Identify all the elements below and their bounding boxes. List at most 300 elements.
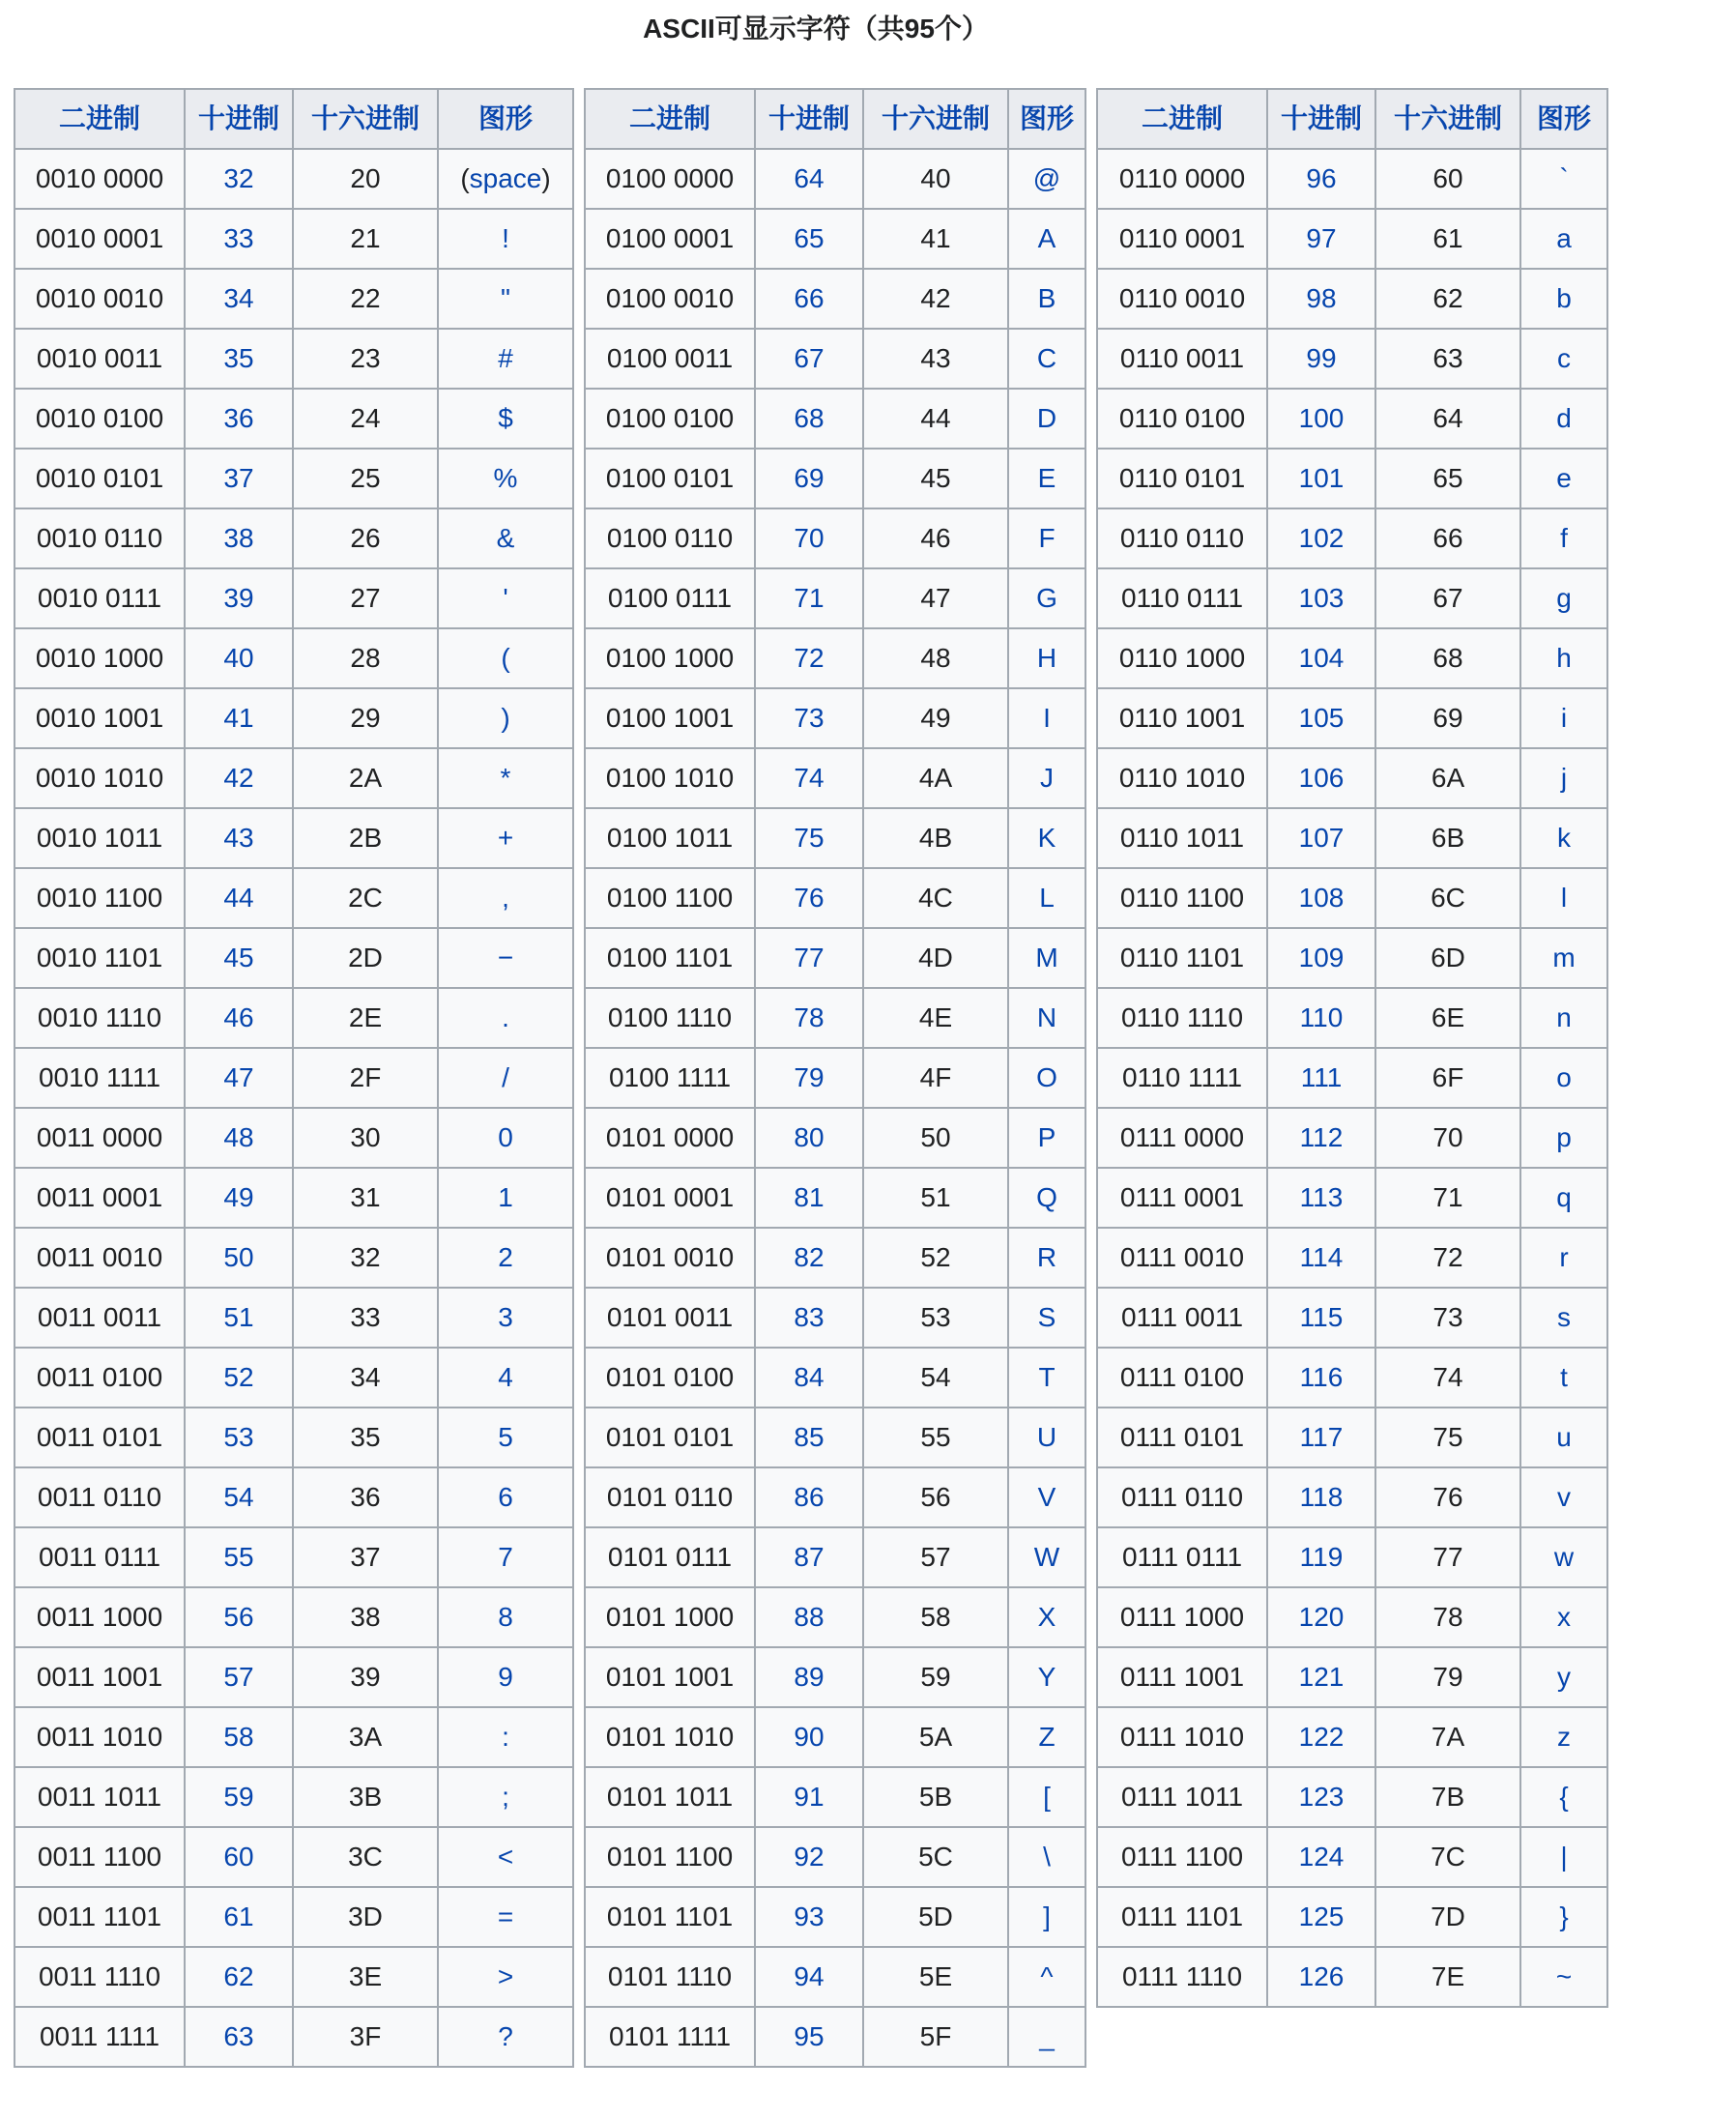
glyph-link[interactable]: d — [1556, 403, 1572, 433]
decimal-link[interactable]: 125 — [1298, 1901, 1345, 1931]
cell-decimal — [755, 688, 863, 748]
col-header-binary[interactable] — [14, 89, 185, 149]
table-row — [14, 269, 573, 329]
glyph-link[interactable]: m — [1552, 943, 1576, 972]
glyph-link[interactable]: ~ — [1555, 1961, 1573, 1991]
glyph-link[interactable]: L — [1039, 883, 1055, 913]
decimal-link[interactable]: 98 — [1306, 283, 1337, 313]
cell-binary: 0101 1010 — [585, 1707, 755, 1767]
glyph-link[interactable]: P — [1037, 1122, 1056, 1152]
cell-decimal — [1267, 209, 1375, 269]
glyph-link[interactable]: 7 — [498, 1542, 513, 1572]
glyph-link[interactable]: G — [1036, 583, 1057, 613]
decimal-link[interactable]: 42 — [223, 763, 254, 793]
glyph-link[interactable]: < — [497, 1842, 514, 1872]
decimal-link[interactable]: 33 — [223, 223, 254, 253]
decimal-link[interactable]: 35 — [223, 343, 254, 373]
cell-hex: 3F — [293, 2007, 438, 2067]
cell-glyph — [438, 1408, 573, 1467]
glyph-link[interactable]: ! — [502, 223, 509, 253]
binary-header-link[interactable]: 二进制 — [628, 103, 710, 133]
cell-binary: 0101 1000 — [585, 1587, 755, 1647]
glyph-link[interactable]: E — [1037, 463, 1056, 493]
cell-glyph — [1520, 1168, 1607, 1228]
glyph-link[interactable]: B — [1037, 283, 1056, 313]
decimal-link[interactable]: 94 — [794, 1961, 825, 1991]
cell-glyph — [438, 808, 573, 868]
decimal-link[interactable]: 108 — [1298, 883, 1345, 913]
decimal-link[interactable]: 54 — [223, 1482, 254, 1512]
col-header-decimal[interactable] — [1267, 89, 1375, 149]
cell-glyph — [1008, 1647, 1085, 1707]
glyph-link[interactable]: V — [1037, 1482, 1056, 1512]
decimal-link[interactable]: 126 — [1298, 1961, 1345, 1991]
glyph-link[interactable]: D — [1036, 403, 1057, 433]
glyph-link[interactable]: M — [1035, 943, 1058, 972]
col-header-glyph[interactable] — [438, 89, 573, 149]
decimal-link[interactable]: 38 — [223, 523, 254, 553]
decimal-link[interactable]: 37 — [223, 463, 254, 493]
decimal-link[interactable]: 79 — [794, 1062, 825, 1092]
cell-glyph — [1520, 628, 1607, 688]
cell-decimal — [755, 868, 863, 928]
decimal-link[interactable]: 81 — [794, 1182, 825, 1212]
decimal-link[interactable]: 117 — [1299, 1422, 1344, 1452]
decimal-link[interactable]: 89 — [794, 1662, 825, 1692]
glyph-link[interactable]: 3 — [498, 1302, 513, 1332]
glyph-link[interactable]: y — [1557, 1662, 1571, 1692]
glyph-link[interactable]: # — [498, 343, 513, 373]
glyph-link[interactable]: 8 — [498, 1602, 513, 1632]
decimal-link[interactable]: 57 — [223, 1662, 254, 1692]
decimal-link[interactable]: 61 — [223, 1901, 254, 1931]
glyph-link[interactable]: R — [1036, 1242, 1057, 1272]
glyph-link[interactable]: 1 — [498, 1182, 513, 1212]
decimal-link[interactable]: 44 — [223, 883, 254, 913]
decimal-link[interactable]: 72 — [794, 643, 825, 673]
decimal-link[interactable]: 67 — [794, 343, 825, 373]
decimal-link[interactable]: 118 — [1299, 1482, 1344, 1512]
glyph-link[interactable]: 9 — [498, 1662, 513, 1692]
cell-binary: 0010 1011 — [14, 808, 185, 868]
col-header-glyph[interactable] — [1520, 89, 1607, 149]
glyph-link[interactable]: [ — [1043, 1782, 1051, 1812]
binary-header-link[interactable]: 二进制 — [58, 103, 140, 133]
decimal-link[interactable]: 46 — [223, 1002, 254, 1032]
table-row — [14, 1408, 573, 1467]
decimal-link[interactable]: 99 — [1306, 343, 1337, 373]
decimal-link[interactable]: 60 — [223, 1842, 254, 1872]
decimal-link[interactable]: 87 — [794, 1542, 825, 1572]
glyph-link[interactable]: space — [469, 163, 542, 193]
decimal-link[interactable]: 103 — [1298, 583, 1345, 613]
cell-binary: 0101 1110 — [585, 1947, 755, 2007]
col-header-binary[interactable] — [585, 89, 755, 149]
col-header-hex[interactable] — [1375, 89, 1520, 149]
decimal-link[interactable]: 49 — [223, 1182, 254, 1212]
cell-glyph — [1008, 1048, 1085, 1108]
cell-hex: 30 — [293, 1108, 438, 1168]
glyph-link[interactable]: = — [497, 1901, 514, 1931]
decimal-link[interactable]: 50 — [223, 1242, 254, 1272]
glyph-link[interactable]: / — [502, 1062, 509, 1092]
cell-hex: 48 — [863, 628, 1008, 688]
glyph-link[interactable]: 0 — [498, 1122, 513, 1152]
glyph-header-link[interactable]: 图形 — [1536, 103, 1591, 133]
glyph-link[interactable]: s — [1557, 1302, 1571, 1332]
decimal-link[interactable]: 120 — [1298, 1602, 1345, 1632]
glyph-link[interactable]: p — [1556, 1122, 1572, 1152]
cell-glyph — [1520, 748, 1607, 808]
decimal-link[interactable]: 109 — [1298, 943, 1345, 972]
glyph-link[interactable]: n — [1556, 1002, 1572, 1032]
table-row — [14, 2007, 573, 2067]
decimal-link[interactable]: 84 — [794, 1362, 825, 1392]
glyph-link[interactable]: _ — [1039, 2021, 1055, 2051]
cell-decimal — [755, 1348, 863, 1408]
cell-binary: 0011 0000 — [14, 1108, 185, 1168]
cell-glyph — [1008, 1467, 1085, 1527]
cell-decimal — [1267, 1108, 1375, 1168]
decimal-link[interactable]: 114 — [1299, 1242, 1344, 1272]
decimal-link[interactable]: 39 — [223, 583, 254, 613]
cell-binary: 0101 0011 — [585, 1288, 755, 1348]
cell-binary: 0110 1101 — [1097, 928, 1267, 988]
cell-binary: 0100 1011 — [585, 808, 755, 868]
decimal-link[interactable]: 92 — [794, 1842, 825, 1872]
glyph-link[interactable]: S — [1037, 1302, 1056, 1332]
glyph-link[interactable]: , — [502, 883, 509, 913]
decimal-link[interactable]: 47 — [223, 1062, 254, 1092]
decimal-header-link[interactable]: 十进制 — [1280, 103, 1362, 133]
decimal-link[interactable]: 106 — [1298, 763, 1345, 793]
decimal-link[interactable]: 97 — [1306, 223, 1337, 253]
decimal-link[interactable]: 90 — [794, 1722, 825, 1752]
glyph-link[interactable]: ` — [1559, 163, 1569, 193]
decimal-link[interactable]: 82 — [794, 1242, 825, 1272]
glyph-link[interactable]: I — [1043, 703, 1051, 733]
decimal-link[interactable]: 34 — [223, 283, 254, 313]
cell-glyph — [438, 568, 573, 628]
cell-glyph — [438, 1348, 573, 1408]
decimal-link[interactable]: 55 — [223, 1542, 254, 1572]
glyph-link[interactable]: a — [1556, 223, 1572, 253]
glyph-link[interactable]: h — [1556, 643, 1572, 673]
glyph-link[interactable]: ( — [501, 643, 510, 673]
table-row — [1097, 1827, 1607, 1887]
cell-decimal — [755, 2007, 863, 2067]
glyph-link[interactable]: ] — [1043, 1901, 1051, 1931]
glyph-link[interactable]: e — [1556, 463, 1572, 493]
hex-header-link[interactable]: 十六进制 — [310, 103, 420, 133]
decimal-link[interactable]: 123 — [1298, 1782, 1345, 1812]
cell-glyph — [1520, 1647, 1607, 1707]
cell-binary: 0111 1100 — [1097, 1827, 1267, 1887]
decimal-link[interactable]: 83 — [794, 1302, 825, 1332]
decimal-link[interactable]: 32 — [223, 163, 254, 193]
glyph-link[interactable]: Z — [1038, 1722, 1056, 1752]
glyph-link[interactable]: 5 — [498, 1422, 513, 1452]
decimal-link[interactable]: 48 — [223, 1122, 254, 1152]
decimal-link[interactable]: 51 — [223, 1302, 254, 1332]
col-header-hex[interactable] — [863, 89, 1008, 149]
glyph-link[interactable]: 6 — [498, 1482, 513, 1512]
glyph-link[interactable]: + — [497, 823, 514, 853]
decimal-link[interactable]: 45 — [223, 943, 254, 972]
hex-header-link[interactable]: 十六进制 — [881, 103, 990, 133]
cell-glyph — [1520, 1288, 1607, 1348]
glyph-link[interactable]: ' — [503, 583, 508, 613]
decimal-link[interactable]: 66 — [794, 283, 825, 313]
glyph-link[interactable]: v — [1557, 1482, 1571, 1512]
decimal-link[interactable]: 101 — [1298, 463, 1345, 493]
cell-hex: 5D — [863, 1887, 1008, 1947]
glyph-link[interactable]: j — [1560, 763, 1568, 793]
decimal-link[interactable]: 122 — [1298, 1722, 1345, 1752]
cell-decimal — [1267, 149, 1375, 209]
glyph-link[interactable]: % — [493, 463, 518, 493]
decimal-link[interactable]: 88 — [794, 1602, 825, 1632]
cell-hex: 67 — [1375, 568, 1520, 628]
binary-header-link[interactable]: 二进制 — [1141, 103, 1223, 133]
glyph-link[interactable]: c — [1557, 343, 1571, 373]
decimal-link[interactable]: 115 — [1299, 1302, 1344, 1332]
decimal-link[interactable]: 119 — [1299, 1542, 1344, 1572]
table-row — [585, 748, 1085, 808]
glyph-link[interactable]: & — [496, 523, 515, 553]
decimal-link[interactable]: 64 — [794, 163, 825, 193]
cell-glyph — [1520, 1467, 1607, 1527]
glyph-link[interactable]: } — [1559, 1901, 1569, 1931]
cell-hex: 2F — [293, 1048, 438, 1108]
decimal-link[interactable]: 110 — [1299, 1002, 1344, 1032]
table-row — [1097, 1887, 1607, 1947]
cell-hex: 5E — [863, 1947, 1008, 2007]
cell-glyph — [1520, 1228, 1607, 1288]
glyph-link[interactable]: A — [1037, 223, 1056, 253]
cell-hex: 2E — [293, 988, 438, 1048]
decimal-link[interactable]: 76 — [794, 883, 825, 913]
decimal-link[interactable]: 102 — [1298, 523, 1345, 553]
glyph-link[interactable]: : — [502, 1722, 509, 1752]
cell-glyph — [1008, 1288, 1085, 1348]
decimal-link[interactable]: 69 — [794, 463, 825, 493]
decimal-link[interactable]: 111 — [1300, 1062, 1343, 1092]
decimal-link[interactable]: 91 — [794, 1782, 825, 1812]
cell-decimal — [185, 628, 293, 688]
decimal-link[interactable]: 58 — [223, 1722, 254, 1752]
glyph-link[interactable]: 4 — [498, 1362, 513, 1392]
glyph-link[interactable]: ) — [501, 703, 510, 733]
glyph-link[interactable]: * — [500, 763, 511, 793]
decimal-link[interactable]: 107 — [1298, 823, 1345, 853]
decimal-link[interactable]: 63 — [223, 2021, 254, 2051]
decimal-link[interactable]: 56 — [223, 1602, 254, 1632]
cell-hex: 57 — [863, 1527, 1008, 1587]
decimal-link[interactable]: 68 — [794, 403, 825, 433]
glyph-link[interactable]: t — [1560, 1362, 1568, 1392]
decimal-link[interactable]: 59 — [223, 1782, 254, 1812]
glyph-link[interactable]: @ — [1032, 163, 1061, 193]
hex-header-link[interactable]: 十六进制 — [1393, 103, 1502, 133]
cell-binary: 0010 1100 — [14, 868, 185, 928]
table-row — [1097, 808, 1607, 868]
decimal-link[interactable]: 36 — [223, 403, 254, 433]
cell-decimal — [755, 628, 863, 688]
table-row — [14, 1348, 573, 1408]
decimal-link[interactable]: 100 — [1298, 403, 1345, 433]
decimal-link[interactable]: 95 — [794, 2021, 825, 2051]
decimal-link[interactable]: 71 — [794, 583, 825, 613]
table-row — [585, 449, 1085, 508]
glyph-link[interactable]: w — [1553, 1542, 1575, 1572]
decimal-link[interactable]: 70 — [794, 523, 825, 553]
cell-glyph — [1008, 1168, 1085, 1228]
cell-hex: 23 — [293, 329, 438, 389]
cell-hex: 2B — [293, 808, 438, 868]
glyph-link[interactable]: | — [1560, 1842, 1568, 1872]
decimal-link[interactable]: 121 — [1298, 1662, 1345, 1692]
decimal-link[interactable]: 93 — [794, 1901, 825, 1931]
glyph-link[interactable]: . — [502, 1002, 509, 1032]
cell-hex: 68 — [1375, 628, 1520, 688]
glyph-header-link[interactable]: 图形 — [477, 103, 533, 133]
table-row — [14, 1887, 573, 1947]
decimal-link[interactable]: 75 — [794, 823, 825, 853]
glyph-link[interactable]: O — [1036, 1062, 1057, 1092]
cell-glyph — [1008, 389, 1085, 449]
table-row — [585, 1707, 1085, 1767]
cell-binary: 0100 1000 — [585, 628, 755, 688]
glyph-link[interactable]: Y — [1037, 1662, 1056, 1692]
decimal-link[interactable]: 96 — [1306, 163, 1337, 193]
decimal-link[interactable]: 113 — [1299, 1182, 1344, 1212]
glyph-link[interactable]: F — [1038, 523, 1056, 553]
cell-decimal — [755, 269, 863, 329]
decimal-link[interactable]: 112 — [1299, 1122, 1344, 1152]
glyph-link[interactable]: g — [1556, 583, 1572, 613]
glyph-link[interactable]: Q — [1036, 1182, 1057, 1212]
col-header-decimal[interactable] — [185, 89, 293, 149]
glyph-link[interactable]: u — [1556, 1422, 1572, 1452]
table-row — [585, 688, 1085, 748]
decimal-link[interactable]: 86 — [794, 1482, 825, 1512]
glyph-link[interactable]: − — [497, 943, 514, 972]
decimal-header-link[interactable]: 十进制 — [767, 103, 850, 133]
glyph-header-link[interactable]: 图形 — [1019, 103, 1074, 133]
decimal-link[interactable]: 43 — [223, 823, 254, 853]
glyph-link[interactable]: K — [1037, 823, 1056, 853]
glyph-link[interactable]: T — [1038, 1362, 1056, 1392]
glyph-link[interactable]: C — [1036, 343, 1057, 373]
decimal-link[interactable]: 74 — [794, 763, 825, 793]
glyph-link[interactable]: 2 — [498, 1242, 513, 1272]
decimal-link[interactable]: 80 — [794, 1122, 825, 1152]
page-title: ASCII可显示字符（共95个） — [643, 14, 989, 44]
glyph-link[interactable]: J — [1040, 763, 1054, 793]
cell-binary: 0011 0011 — [14, 1288, 185, 1348]
glyph-link[interactable]: z — [1557, 1722, 1571, 1752]
glyph-link[interactable]: f — [1560, 523, 1568, 553]
cell-decimal — [755, 1288, 863, 1348]
cell-decimal — [1267, 449, 1375, 508]
decimal-link[interactable]: 73 — [794, 703, 825, 733]
glyph-link[interactable]: ; — [502, 1782, 509, 1812]
cell-glyph — [438, 1887, 573, 1947]
glyph-link[interactable]: W — [1033, 1542, 1060, 1572]
decimal-link[interactable]: 85 — [794, 1422, 825, 1452]
decimal-link[interactable]: 65 — [794, 223, 825, 253]
glyph-link[interactable]: { — [1559, 1782, 1569, 1812]
cell-binary: 0011 1010 — [14, 1707, 185, 1767]
cell-glyph — [1520, 688, 1607, 748]
col-header-glyph[interactable] — [1008, 89, 1085, 149]
cell-decimal — [185, 1228, 293, 1288]
cell-decimal — [185, 568, 293, 628]
table-row — [585, 1767, 1085, 1827]
cell-decimal — [1267, 988, 1375, 1048]
glyph-link[interactable]: i — [1560, 703, 1568, 733]
cell-hex: 66 — [1375, 508, 1520, 568]
cell-binary: 0010 1101 — [14, 928, 185, 988]
cell-decimal — [1267, 1467, 1375, 1527]
glyph-link[interactable]: b — [1556, 283, 1572, 313]
cell-binary: 0011 1111 — [14, 2007, 185, 2067]
col-header-binary[interactable] — [1097, 89, 1267, 149]
table-row — [14, 329, 573, 389]
glyph-link[interactable]: l — [1560, 883, 1568, 913]
cell-glyph — [438, 1288, 573, 1348]
decimal-link[interactable]: 116 — [1299, 1362, 1344, 1392]
decimal-link[interactable]: 78 — [794, 1002, 825, 1032]
glyph-link[interactable]: r — [1559, 1242, 1569, 1272]
glyph-link[interactable]: U — [1036, 1422, 1057, 1452]
cell-binary: 0010 1111 — [14, 1048, 185, 1108]
table-row — [1097, 508, 1607, 568]
glyph-link[interactable]: N — [1036, 1002, 1057, 1032]
decimal-link[interactable]: 53 — [223, 1422, 254, 1452]
cell-decimal — [755, 1887, 863, 1947]
cell-hex: 45 — [863, 449, 1008, 508]
glyph-link[interactable]: ^ — [1040, 1961, 1054, 1991]
decimal-link[interactable]: 40 — [223, 643, 254, 673]
decimal-link[interactable]: 124 — [1298, 1842, 1345, 1872]
decimal-link[interactable]: 62 — [223, 1961, 254, 1991]
glyph-link[interactable]: k — [1557, 823, 1571, 853]
glyph-link[interactable]: $ — [498, 403, 513, 433]
glyph-link[interactable]: ? — [498, 2021, 513, 2051]
cell-decimal — [755, 1947, 863, 2007]
glyph-link[interactable]: q — [1556, 1182, 1572, 1212]
decimal-link[interactable]: 52 — [223, 1362, 254, 1392]
decimal-link[interactable]: 105 — [1298, 703, 1345, 733]
glyph-link[interactable]: X — [1037, 1602, 1056, 1632]
glyph-link[interactable]: o — [1556, 1062, 1572, 1092]
decimal-link[interactable]: 104 — [1298, 643, 1345, 673]
glyph-link[interactable]: " — [501, 283, 510, 313]
cell-decimal — [755, 748, 863, 808]
glyph-link[interactable]: x — [1557, 1602, 1571, 1632]
decimal-link[interactable]: 41 — [223, 703, 254, 733]
cell-decimal — [185, 508, 293, 568]
col-header-decimal[interactable] — [755, 89, 863, 149]
glyph-link[interactable]: H — [1036, 643, 1057, 673]
col-header-hex[interactable] — [293, 89, 438, 149]
glyph-link[interactable]: \ — [1043, 1842, 1051, 1872]
decimal-header-link[interactable]: 十进制 — [197, 103, 279, 133]
glyph-link[interactable]: > — [497, 1961, 514, 1991]
decimal-link[interactable]: 77 — [794, 943, 825, 972]
